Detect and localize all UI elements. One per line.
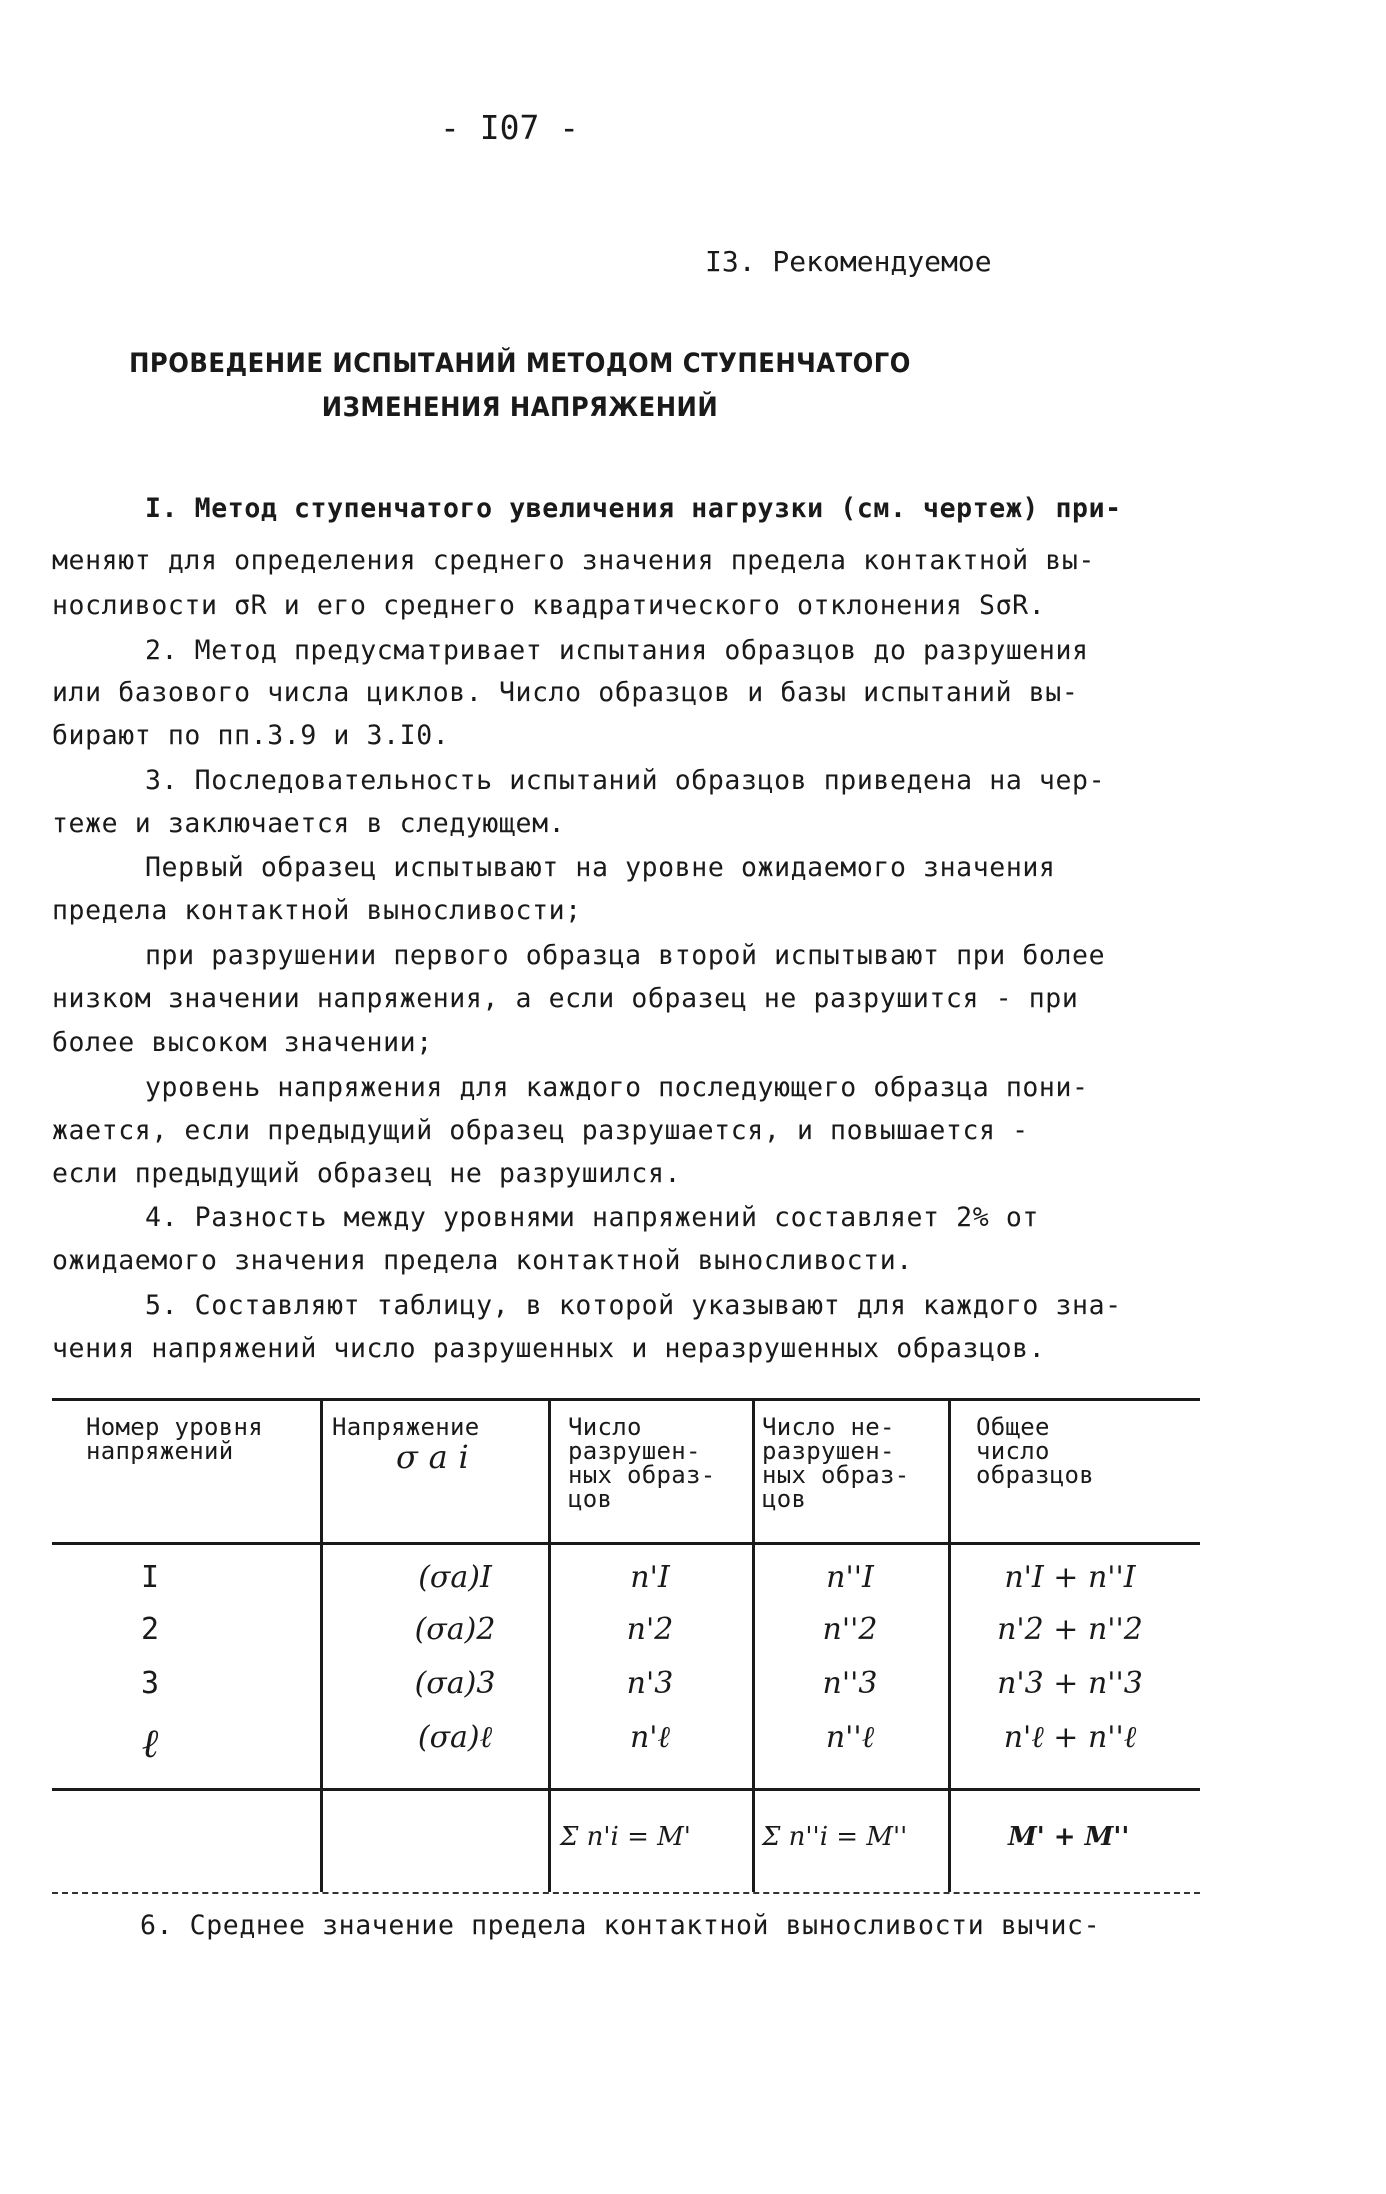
text-line: или базового числа циклов. Число образцов и базы испытаний вы- <box>52 677 1079 708</box>
text-line: 4. Разность между уровнями напряжений составляет 2% от <box>145 1202 1039 1233</box>
text-line: I. Метод ступенчатого увеличения нагрузки (см. чертеж) при- <box>145 493 1122 524</box>
total-failed: Σ n'i = M' <box>560 1822 691 1852</box>
text-line: низком значении напряжения, а если образец не разрушится - при <box>52 983 1079 1014</box>
text-line: если предыдущий образец не разрушился. <box>52 1158 682 1189</box>
section-title-line-2: ИЗМЕНЕНИЯ НАПРЯЖЕНИЙ <box>321 392 719 423</box>
table-cell: 3 <box>140 1666 160 1701</box>
text-line: уровень напряжения для каждого последующего образца пони- <box>145 1072 1089 1103</box>
total-all: M' + M'' <box>1008 1822 1130 1852</box>
table-cell: I <box>140 1560 160 1595</box>
table-cell: n'I <box>630 1560 670 1595</box>
header-total-count: Общее число образцов <box>976 1413 1094 1489</box>
table-cell: ℓ <box>141 1721 159 1767</box>
text-line: ожидаемого значения предела контактной выносливости. <box>52 1245 913 1276</box>
header-stress: Напряжение σ a i <box>332 1413 480 1476</box>
page-number: - I07 - <box>440 108 580 147</box>
table-cell: n'3 <box>626 1666 674 1701</box>
table-bottom-rule <box>52 1892 1200 1894</box>
text-line: Первый образец испытывают на уровне ожидаемого значения <box>145 852 1056 883</box>
header-unfailed-count: Число не- разрушен- ных образ- цов <box>762 1413 910 1513</box>
table-cell: n''ℓ <box>825 1720 875 1755</box>
table-cell: n'2 <box>626 1612 674 1647</box>
table-cell: n''I <box>826 1560 874 1595</box>
table-cell: (σa)I <box>418 1560 492 1595</box>
text-line: чения напряжений число разрушенных и неразрушенных образцов. <box>52 1333 1046 1364</box>
table-cell: n'ℓ + n''ℓ <box>1003 1720 1137 1755</box>
text-line: меняют для определения среднего значения предела контактной вы- <box>52 545 1095 576</box>
table-cell: 2 <box>140 1612 160 1647</box>
table-cell: (σa)ℓ <box>417 1720 493 1755</box>
text-line: бирают по пп.3.9 и 3.I0. <box>52 720 450 751</box>
text-line: предела контактной выносливости; <box>52 895 582 926</box>
table-cell: n'3 + n''3 <box>997 1666 1143 1701</box>
table-header-rule <box>52 1542 1200 1545</box>
header-failed-count: Число разрушен- ных образ- цов <box>568 1413 716 1513</box>
text-line: 2. Метод предусматривает испытания образцов до разрушения <box>145 635 1089 666</box>
appendix-label: I3. Рекомендуемое <box>705 245 992 278</box>
text-line: носливости σR и его среднего квадратического отклонения SσR. <box>52 590 1046 621</box>
text-line: при разрушении первого образца второй испытывают при более <box>145 940 1106 971</box>
table-cell: n''2 <box>822 1612 878 1647</box>
table-cell: n'ℓ <box>629 1720 671 1755</box>
table-cell: (σa)2 <box>414 1612 496 1647</box>
table-total-rule <box>52 1788 1200 1791</box>
table-cell: n'2 + n''2 <box>997 1612 1143 1647</box>
column-divider <box>320 1398 323 1892</box>
column-divider <box>948 1398 951 1892</box>
column-divider <box>548 1398 551 1892</box>
table-cell: (σa)3 <box>414 1666 496 1701</box>
text-line: 5. Составляют таблицу, в которой указывают для каждого зна- <box>145 1290 1122 1321</box>
text-line: более высоком значении; <box>52 1027 433 1058</box>
section-title-line-1: ПРОВЕДЕНИЕ ИСПЫТАНИЙ МЕТОДОМ СТУПЕНЧАТОГО <box>129 348 911 379</box>
table-cell: n'I + n''I <box>1004 1560 1136 1595</box>
header-level-number: Номер уровня напряжений <box>86 1413 263 1465</box>
text-line: 3. Последовательность испытаний образцов приведена на чер- <box>145 765 1106 796</box>
table-top-rule <box>52 1398 1200 1401</box>
text-line: теже и заключается в следующем. <box>52 808 566 839</box>
text-line: жается, если предыдущий образец разрушается, и повышается - <box>52 1115 1029 1146</box>
column-divider <box>752 1398 755 1892</box>
text-line: 6. Среднее значение предела контактной выносливости вычис- <box>140 1910 1101 1941</box>
table-cell: n''3 <box>822 1666 878 1701</box>
total-unfailed: Σ n''i = M'' <box>762 1822 908 1852</box>
